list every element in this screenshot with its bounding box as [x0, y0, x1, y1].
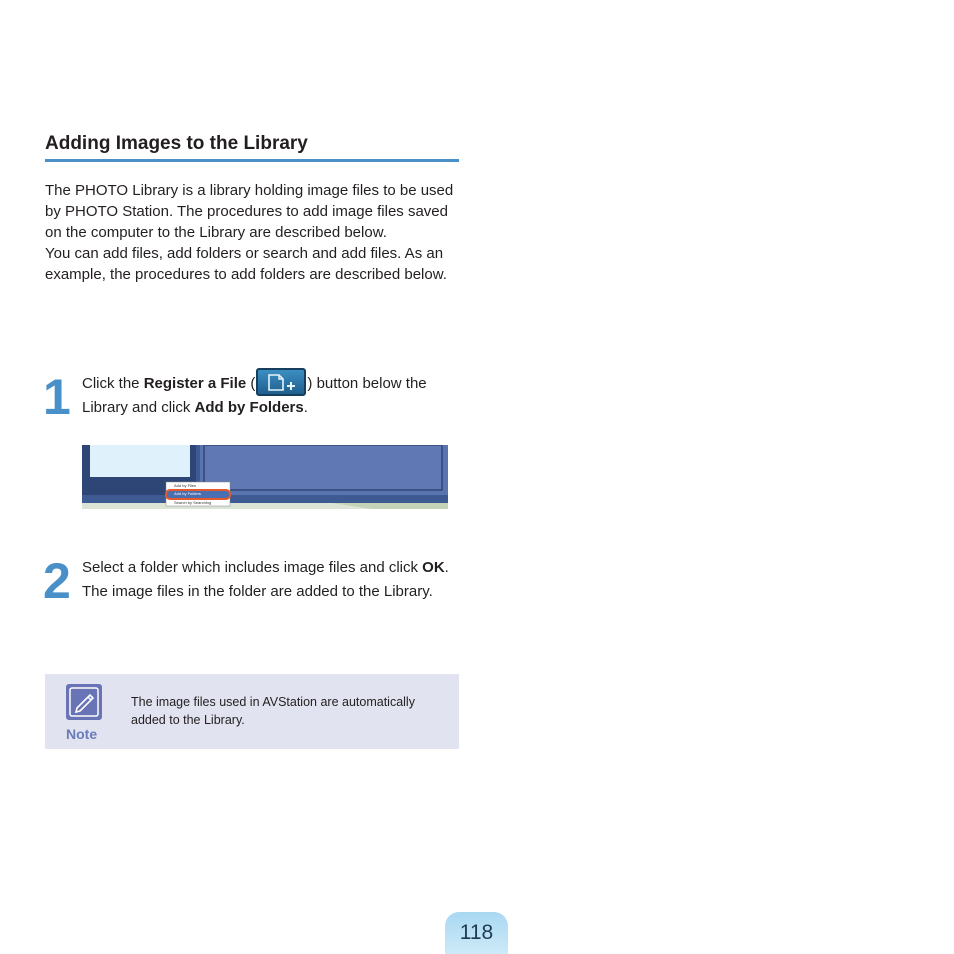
page-number: 118: [459, 921, 494, 944]
step-1-bold-folders: Add by Folders: [194, 399, 304, 417]
note-box: [45, 674, 459, 749]
pencil-note-icon: [66, 684, 102, 720]
step-2-text-b: . The image files in the folder are added to the Library.: [82, 559, 449, 600]
step-2-number: 2: [43, 553, 71, 609]
step-1-number: 1: [43, 369, 71, 425]
menu-item-add-by-folders: Add by Folders: [174, 491, 201, 496]
step-1-text-a: Click the: [82, 375, 144, 392]
section-title: Adding Images to the Library: [45, 133, 308, 154]
step-1-bold-register: Register a File: [143, 375, 247, 392]
menu-item-add-by-files: Add by Files: [174, 483, 197, 488]
section-heading: [45, 131, 459, 162]
note-text: The image files used in AVStation are automatically added to the Library.: [131, 695, 415, 727]
step-1-text-d: .: [303, 399, 308, 417]
intro-paragraph-1: The PHOTO Library is a library holding image files to be used by PHOTO Station. The procedures to add image files saved on the computer to the Library are described below.: [45, 182, 454, 241]
menu-item-search: Search by Searching: [174, 500, 212, 505]
intro-text: [45, 180, 459, 285]
page-number-tab: [445, 912, 508, 954]
library-screenshot: [82, 445, 448, 509]
intro-paragraph-2: You can add files, add folders or search and add files. As an example, the procedures to add folders are described below.: [45, 245, 447, 283]
step-2-text-a: Select a folder which includes image files and click: [82, 559, 423, 576]
step-1-text: [82, 372, 454, 420]
step-2-text: [82, 556, 454, 604]
step-2-bold-ok: OK: [422, 559, 445, 576]
step-1-text-b: (: [246, 375, 256, 392]
note-label: Note: [66, 726, 98, 742]
step-1-text-c: ) button below the Library and click: [82, 375, 427, 417]
register-file-button-icon: [256, 368, 306, 396]
